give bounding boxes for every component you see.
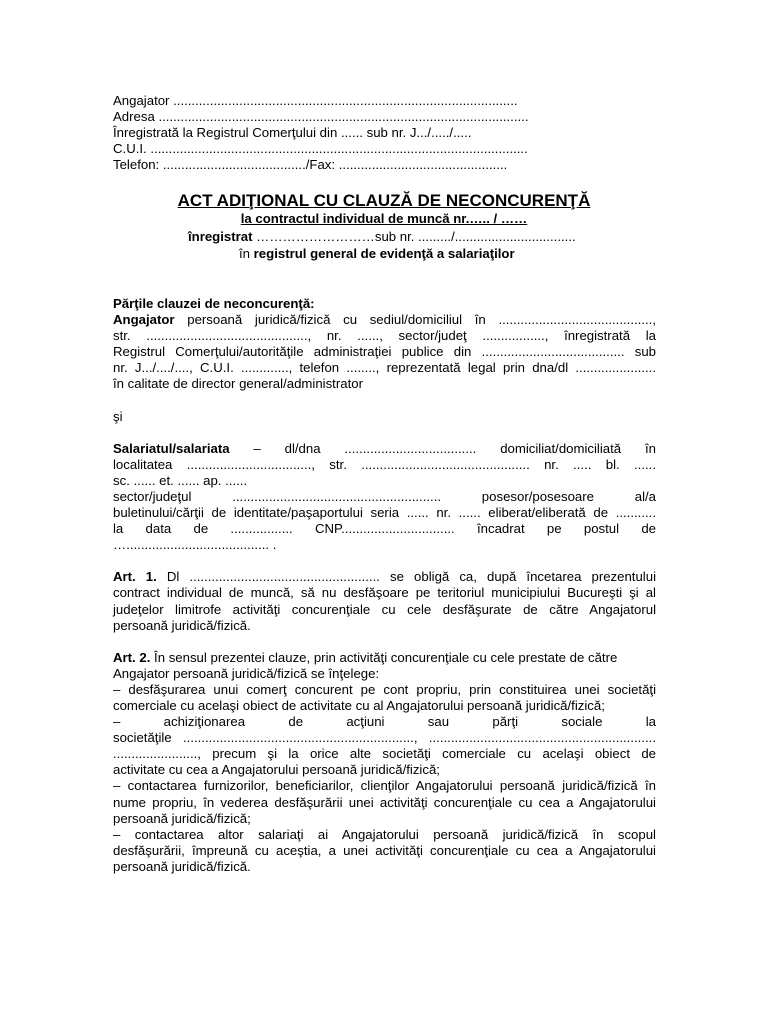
- document-body: [113, 296, 656, 875]
- art2-line-7: ......................., precum şi la orice alte societăţi comerciale cu acelaşi obiect de: [113, 746, 656, 762]
- cui-line: C.U.I. .......................................................................................................: [113, 141, 528, 157]
- employer-header: [113, 93, 673, 173]
- document-subtitle: la contractul individual de muncă nr.….. / ……: [240, 211, 528, 226]
- art2-line-14: persoană juridică/fizică.: [113, 858, 251, 874]
- art2-line-9: – contactarea furnizorilor, beneficiarilor, clienţilor Angajatorului persoană juridică/fizică în: [113, 778, 656, 794]
- registry-name: registrul general de evidenţă a salariaţilor: [253, 246, 515, 261]
- employer-label: Angajator: [113, 312, 175, 328]
- art2-line-5: – achiziţionarea de acţiuni sau părţi sociale la: [113, 714, 656, 730]
- employer-party-line-3: Registrul Comerţului/autorităţile administraţiei publice din ....................................... sub: [113, 344, 656, 360]
- employer-party-text: persoană juridică/fizică cu sediul/domiciliul în ..........................................,: [174, 312, 656, 328]
- employer-party-line-4: nr. J.../..../...., C.U.I. ............., telefon ........, reprezentată legal prin dna/dl ......................: [113, 360, 656, 376]
- art2-line-4: comerciale cu acelaşi obiect de activitate cu al Angajatorului persoană juridică/fizică;: [113, 697, 605, 713]
- employer-party-line-5: în calitate de director general/administrator: [113, 376, 363, 392]
- address-line: Adresa .....................................................................................................: [113, 109, 529, 125]
- art2-line-13: desfăşurării, împreună cu aceştia, a unei activităţi concurenţiale cu cea a Angajatorului: [113, 842, 656, 858]
- trade-registry-line: Înregistrată la Registrul Comerţului din ...... sub nr. J.../...../.....: [113, 125, 472, 141]
- art1-text: Dl .................................................... se obligă ca, după încetarea prezentului: [156, 569, 656, 585]
- registry-prefix: în: [239, 246, 254, 261]
- document-title: ACT ADIŢIONAL CU CLAUZĂ DE NECONCURENŢĂ: [177, 191, 591, 210]
- employee-party-line-7: …....................................... .: [113, 537, 277, 553]
- art1-line-3: judeţelor limitrofe activităţi concurenţiale cu cele desfăşurate de către Angajatorul: [113, 601, 656, 617]
- art2-line-11: persoană juridică/fizică;: [113, 810, 251, 826]
- employer-party-line-2: str. ............................................, nr. ......, sector/judeţ ................., înregistrată la: [113, 328, 656, 344]
- art2-line-1: [113, 650, 656, 666]
- employee-party-line-1: [113, 441, 656, 457]
- registered-rest: ………………………sub nr. ........./.................................: [252, 229, 576, 244]
- parties-heading: Părţile clauzei de neconcurenţă:: [113, 296, 315, 311]
- and-conjunction: şi: [113, 408, 123, 424]
- art2-line-8: activitate cu cea a Angajatorului persoană juridică/fizică;: [113, 762, 440, 778]
- employee-label: Salariatul/salariata: [113, 440, 230, 456]
- art1-line-2: contract individual de muncă, să nu desfăşoare pe teritoriul municipiului Bucureşti şi al: [113, 585, 656, 601]
- employee-party-line-4: sector/judeţul ......................................................... posesor/posesoare al/a: [113, 488, 656, 504]
- art2-line-3: – desfăşurarea unui comerţ concurent pe cont propriu, prin constituirea unei societăţi: [113, 681, 656, 697]
- art1-label: Art. 1.: [113, 569, 157, 585]
- art2-line-2: Angajator persoană juridică/fizică se înţelege:: [113, 665, 380, 681]
- employee-party-text: – dl/dna .................................... domiciliat/domiciliată în: [229, 440, 656, 456]
- phone-fax-line: Telefon: ......................................./Fax: ..............................................: [113, 157, 508, 173]
- registry-line: [239, 246, 515, 262]
- registration-line: [188, 229, 576, 245]
- art2-text: În sensul prezentei clauze, prin activităţi concurenţiale cu cele prestate de către: [150, 649, 618, 665]
- art2-line-12: – contactarea altor salariaţi ai Angajatorului persoană juridică/fizică în scopul: [113, 826, 656, 842]
- employee-party-line-5: buletinului/cărţii de identitate/paşaportului seria ...... nr. ...... eliberat/eliberată de ...........: [113, 505, 656, 521]
- registered-label: înregistrat: [188, 229, 253, 244]
- art2-line-10: nume propriu, în vederea desfăşurării unei activităţi concurenţiale cu cea a Angajatorului: [113, 794, 656, 810]
- employee-party-line-3: sc. ...... et. ...... ap. ......: [113, 472, 248, 488]
- art2-label: Art. 2.: [113, 649, 151, 665]
- employee-party-line-2: localitatea .................................., str. .............................................. nr. ..... bl. ......: [113, 456, 656, 472]
- art1-line-4: persoană juridică/fizică.: [113, 617, 251, 633]
- employee-party-line-6: la data de ................. CNP............................... încadrat pe postul de: [113, 521, 656, 537]
- employer-party-line-1: [113, 312, 656, 328]
- art2-line-6: societăţile ..............................................................., ..............................................................: [113, 730, 656, 746]
- art1-line-1: [113, 569, 656, 585]
- employer-line: Angajator ..............................................................................................: [113, 93, 518, 108]
